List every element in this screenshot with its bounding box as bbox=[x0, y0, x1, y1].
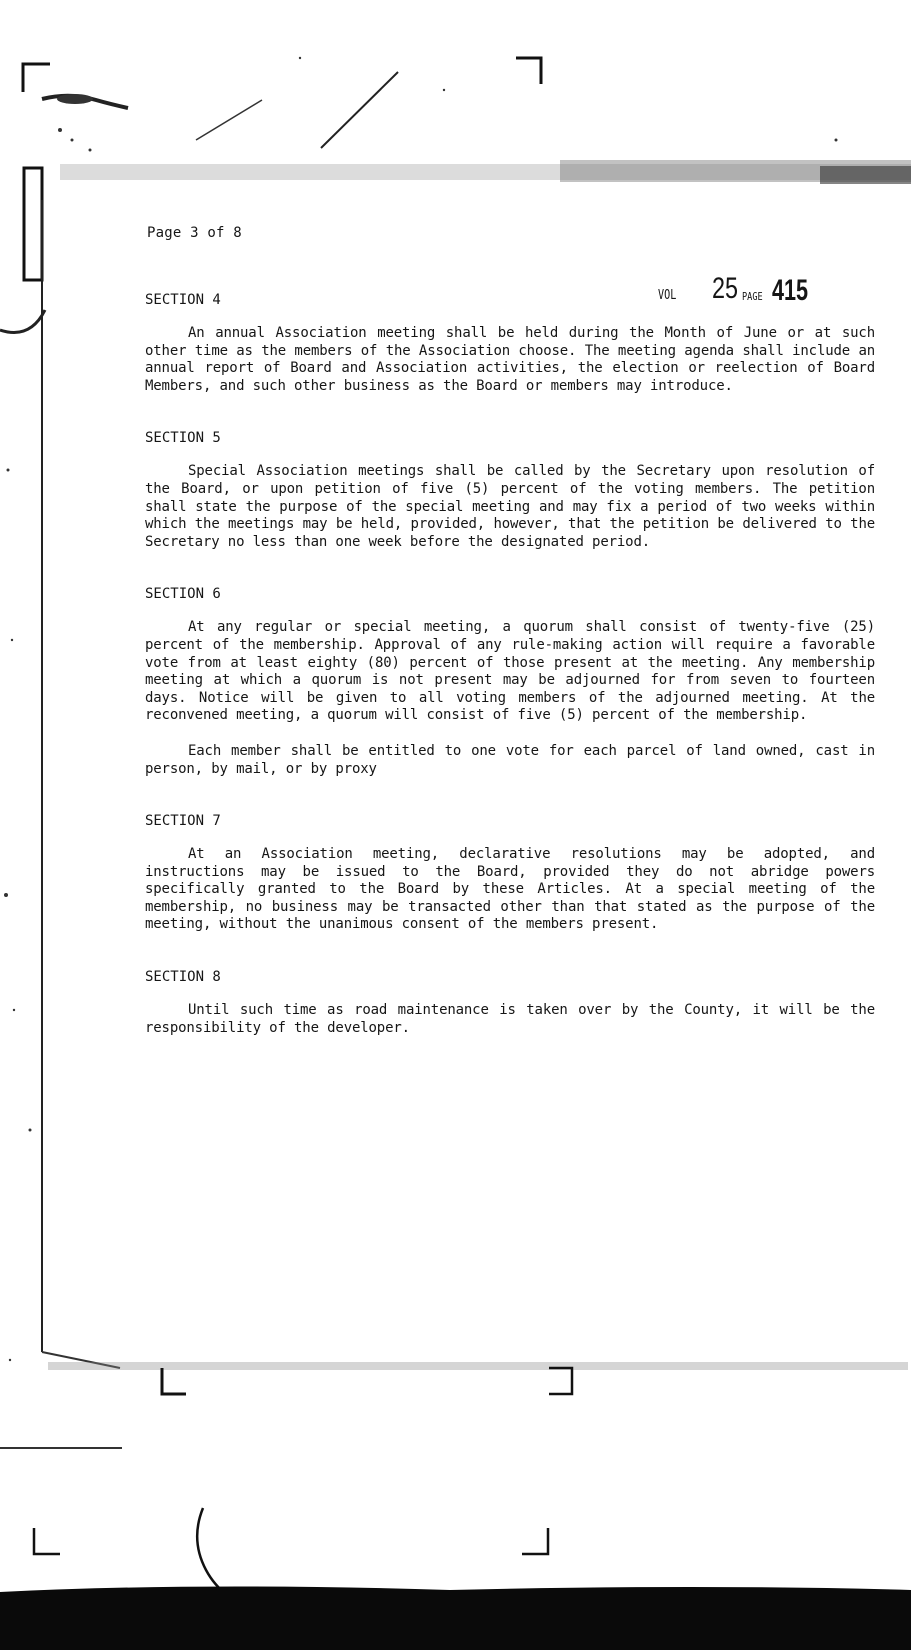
vol-number: 25 bbox=[712, 272, 739, 305]
section-4 bbox=[145, 291, 875, 395]
section-heading: SECTION 8 bbox=[145, 969, 221, 986]
stamp-page-number: 415 bbox=[772, 274, 809, 307]
section-8 bbox=[145, 968, 875, 1037]
section-heading: SECTION 7 bbox=[145, 813, 221, 830]
section-paragraph: Each member shall be entitled to one vote for each parcel of land owned, cast in person, by mail, or by proxy bbox=[145, 742, 875, 777]
section-7 bbox=[145, 812, 875, 934]
vol-label: VOL bbox=[658, 288, 677, 303]
page-number-label: Page 3 of 8 bbox=[147, 225, 242, 241]
section-6 bbox=[145, 585, 875, 778]
section-paragraph: At an Association meeting, declarative resolutions may be adopted, and instructions may be issued to the Board, provided they do not abridge powers specifically granted to the Board by these Articles. At a special meeting of the membership, no business may be transacted other than that stated as the purpose of the meeting, without the unanimous consent of the members present. bbox=[145, 846, 875, 933]
page-label: PAGE bbox=[742, 290, 763, 303]
document-body bbox=[145, 291, 875, 1037]
section-paragraph: An annual Association meeting shall be held during the Month of June or at such other time as the members of the Association choose. The meeting agenda shall include an annual report of Board and Association activities, the election or reelection of Board Members, and such other business as the Board or members may introduce. bbox=[145, 325, 875, 394]
section-heading: SECTION 4 bbox=[145, 292, 221, 308]
section-5 bbox=[145, 429, 875, 551]
section-paragraph: Until such time as road maintenance is taken over by the County, it will be the responsibility of the developer. bbox=[145, 1002, 875, 1036]
section-paragraph: At any regular or special meeting, a quorum shall consist of twenty-five (25) percent of the membership. Approval of any rule-making action will require a favorable vote from at least eighty (80) percent of those present at the meeting. Any membership meeting at which a quorum is not present may be adjourned for from seven to fourteen days. Notice will be given to all voting members of the adjourned meeting. At the reconvened meeting, a quorum will consist of five (5) percent of the membership. bbox=[145, 619, 875, 724]
section-heading: SECTION 6 bbox=[145, 586, 221, 603]
section-heading: SECTION 5 bbox=[145, 430, 221, 447]
section-paragraph: Special Association meetings shall be called by the Secretary upon resolution of the Board, or upon petition of five (5) percent of the voting members. The petition shall state the purpose of the special meeting and may fix a period of two weeks within which the meetings may be held, provided, however, that the petition be delivered to the Secretary no less than one week before the designated period. bbox=[145, 463, 875, 550]
